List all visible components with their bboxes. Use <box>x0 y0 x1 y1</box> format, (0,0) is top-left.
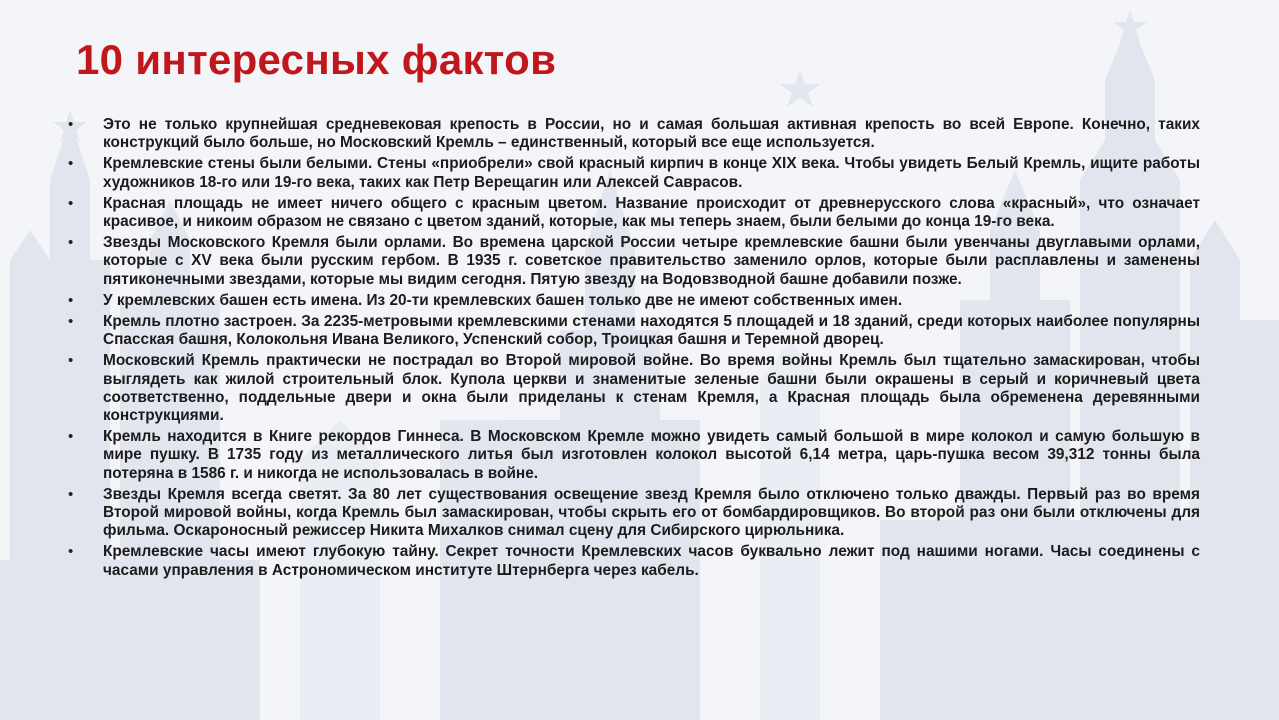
fact-item <box>68 486 1200 541</box>
bullet-icon: • <box>68 485 74 503</box>
fact-item <box>68 155 1200 191</box>
bullet-icon: • <box>68 194 74 212</box>
fact-item <box>68 543 1200 579</box>
fact-text: Красная площадь не имеет ничего общего с красным цветом. Название происходит от древнерусского слова «красный», что означает красивое, и никоим образом не связано с цветом зданий, которые, как мы теперь знаем, были белыми до конца 19-го века. <box>103 194 1200 231</box>
fact-item <box>68 313 1200 349</box>
bullet-icon: • <box>68 234 74 252</box>
fact-text: Кремль находится в Книге рекордов Гиннеса. В Московском Кремле можно увидеть самый большой в мире колокол и самую большую в мире пушку. В 1735 году из металлического литья был изготовлен колокол высотой 6,14 метра, царь-пушка весом 39,312 тонны была потеряна в 1586 г. и никогда не использовалась в войне. <box>103 428 1200 482</box>
bullet-icon: • <box>68 313 74 331</box>
bullet-icon: • <box>68 116 74 133</box>
fact-text: Звезды Кремля всегда светят. За 80 лет существования освещение звезд Кремля было отключено только дважды. Первый раз во время Второй мировой войны, когда Кремль был замаскирован, чтобы скрыть его от бомбардировщиков. Во второй раз они были отключены для фильма. Оскароносный режиссер Никита Михалков снимал сцену для Сибирского цирюльника. <box>103 485 1200 540</box>
bullet-icon: • <box>68 428 74 446</box>
slide-title: 10 интересных фактов <box>76 36 557 83</box>
fact-text: Кремлевские часы имеют глубокую тайну. Секрет точности Кремлевских часов буквально лежит под нашими ногами. Часы соединены с часами управления в Астрономическом институте Штернберга через кабель. <box>103 543 1200 579</box>
fact-item <box>68 292 1200 310</box>
fact-text: Московский Кремль практически не пострадал во Второй мировой войне. Во время войны Кремль был тщательно замаскирован, чтобы выглядеть как жилой строительный блок. Купола церкви и знаменитые зеленые башни были окрашены в серый и коричневый цвета соответственно, поддельные двери и окна были приделаны к стенам Кремля, а Красная площадь была обременена деревянными конструкциями. <box>103 352 1200 425</box>
fact-item <box>68 234 1200 289</box>
fact-item <box>68 116 1200 152</box>
bullet-icon: • <box>68 155 74 173</box>
fact-item <box>68 352 1200 425</box>
facts-list <box>68 116 1200 583</box>
fact-text: Кремлевские стены были белыми. Стены «приобрели» свой красный кирпич в конце XIX века. Чтобы увидеть Белый Кремль, ищите работы художников 18-го или 19-го века, таких как Петр Верещагин или Алексей Саврасов. <box>103 155 1200 191</box>
bullet-icon: • <box>68 352 74 370</box>
fact-item <box>68 195 1200 231</box>
bullet-icon: • <box>68 291 74 309</box>
fact-text: Кремль плотно застроен. За 2235-метровыми кремлевскими стенами находятся 5 площадей и 18 зданий, среди которых наиболее популярны Спасская башня, Колокольня Ивана Великого, Успенский собор, Троицкая башня и Теремной дворец. <box>103 313 1200 349</box>
fact-text: Звезды Московского Кремля были орлами. Во времена царской России четыре кремлевские башни были увенчаны двуглавыми орлами, которые с XV века были русским гербом. В 1935 г. советское правительство заменило орлов, которые были расплавлены и заменены пятиконечными звездами, которые мы видим сегодня. Пятую звезду на Водовзводной башне добавили позже. <box>103 234 1200 288</box>
bullet-icon: • <box>68 543 74 561</box>
fact-item <box>68 428 1200 483</box>
fact-text: У кремлевских башен есть имена. Из 20-ти кремлевских башен только две не имеют собственных имен. <box>103 291 903 309</box>
fact-text: Это не только крупнейшая средневековая крепость в России, но и самая большая активная крепость во всей Европе. Конечно, таких конструкций было больше, но Московский Кремль – единственный, который все еще используется. <box>103 116 1200 152</box>
